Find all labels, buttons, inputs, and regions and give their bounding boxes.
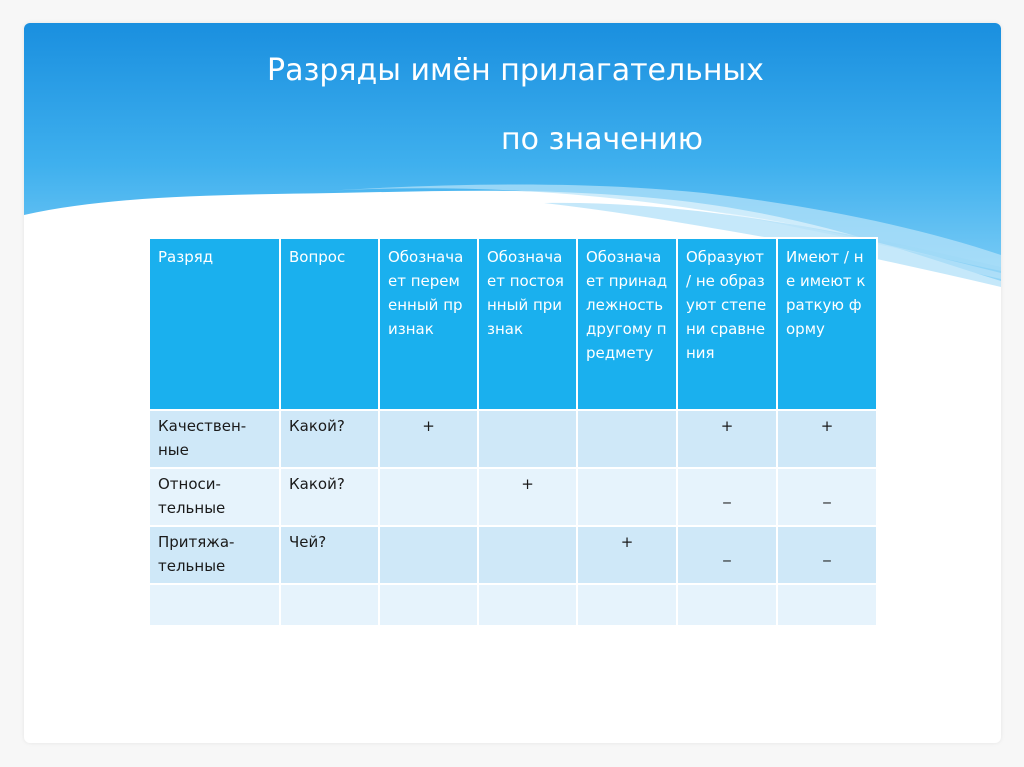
cell-question xyxy=(280,584,379,626)
cell-category: Относи-тельные xyxy=(149,468,280,526)
cell-comparison: _ xyxy=(677,468,777,526)
header-category: Разряд xyxy=(149,238,280,410)
table-row xyxy=(149,410,877,468)
table-row xyxy=(149,526,877,584)
slide xyxy=(24,23,1001,743)
cell-comparison xyxy=(677,584,777,626)
slide-title: Разряды имён прилагательных xyxy=(267,53,764,88)
header-short-form: Имеют / не имеют краткую форму xyxy=(777,238,877,410)
table-row xyxy=(149,468,877,526)
cell-comparison: _ xyxy=(677,526,777,584)
cell-short-form: _ xyxy=(777,468,877,526)
cell-category: Притяжа-тельные xyxy=(149,526,280,584)
cell-constant: + xyxy=(478,468,577,526)
cell-constant xyxy=(478,526,577,584)
cell-variable xyxy=(379,526,478,584)
cell-variable xyxy=(379,584,478,626)
header-variable-feature: Обозначает переменный признак xyxy=(379,238,478,410)
cell-belonging xyxy=(577,410,677,468)
cell-belonging xyxy=(577,584,677,626)
header-comparison: Образуют / не образуют степени сравнения xyxy=(677,238,777,410)
cell-category xyxy=(149,584,280,626)
header-constant-feature: Обозначает постоянный признак xyxy=(478,238,577,410)
slide-subtitle: по значению xyxy=(501,122,704,157)
cell-variable xyxy=(379,468,478,526)
cell-question: Какой? xyxy=(280,468,379,526)
cell-variable: + xyxy=(379,410,478,468)
header-question: Вопрос xyxy=(280,238,379,410)
cell-question: Какой? xyxy=(280,410,379,468)
cell-belonging: + xyxy=(577,526,677,584)
cell-belonging xyxy=(577,468,677,526)
cell-short-form: _ xyxy=(777,526,877,584)
table-row-empty xyxy=(149,584,877,626)
table-header-row xyxy=(149,238,877,410)
adjective-categories-table xyxy=(148,237,878,627)
cell-constant xyxy=(478,584,577,626)
cell-short-form: + xyxy=(777,410,877,468)
cell-comparison: + xyxy=(677,410,777,468)
cell-question: Чей? xyxy=(280,526,379,584)
header-belonging: Обозначает принадлежность другому предмету xyxy=(577,238,677,410)
cell-short-form xyxy=(777,584,877,626)
cell-category: Качествен-ные xyxy=(149,410,280,468)
cell-constant xyxy=(478,410,577,468)
